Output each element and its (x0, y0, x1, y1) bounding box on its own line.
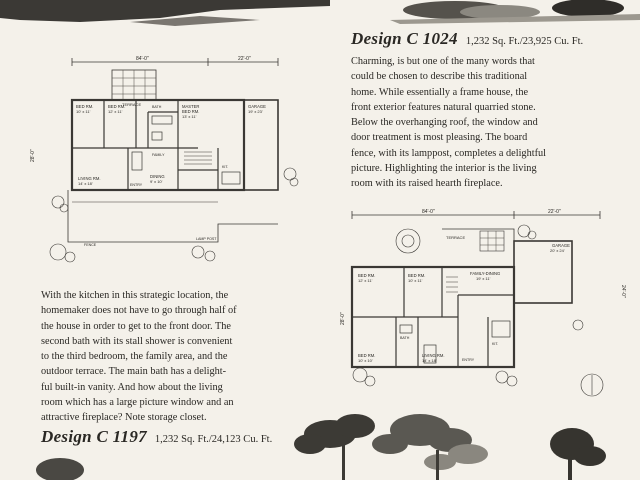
tree-center-left (294, 414, 375, 454)
room-label: ENTRY (130, 183, 143, 187)
room-label: DINING (150, 174, 165, 179)
desc-line: to the third bedroom, the family area, and the (41, 351, 228, 363)
room-size: 12' x 11' (108, 109, 123, 114)
desc-line: fence, with its lamppost, completes a delightful (351, 147, 547, 159)
room-label: BATH (400, 336, 410, 340)
width-dimension: 84'-0" (136, 56, 149, 62)
room-size: 10' x 11' (76, 109, 91, 114)
room-label: ENTRY (462, 358, 475, 362)
design-1197-name: Design C 1197 (41, 427, 147, 446)
room-label: MASTER (182, 104, 200, 109)
room-label: GARAGE (248, 104, 266, 109)
room-label: LIVING RM. (78, 176, 101, 181)
shrub-top-right (552, 0, 624, 17)
desc-line: Below the overhanging roof, the window and (351, 117, 538, 129)
room-label: FAMILY (152, 153, 165, 157)
tree-trunk-2 (342, 440, 345, 480)
lamp-label: LAMP POST (196, 237, 217, 241)
room-label: BATH (152, 105, 162, 109)
desc-line: second bath with its stall shower is convenient (41, 335, 233, 347)
room-size: 9' x 10' (150, 179, 163, 184)
shrubs (353, 225, 603, 396)
design-1024-heading (351, 29, 583, 49)
desc-line: outdoor terrace. The main bath has a delight- (41, 366, 227, 378)
desc-line: homemaker does not have to go through half of (41, 305, 237, 317)
terrace-label: TERRACE (446, 235, 466, 240)
desc-line: room which has a large picture window and an (41, 397, 234, 409)
room-size: 12' x 11' (358, 278, 373, 283)
room-size: 19' x 11' (476, 276, 491, 281)
room-label: BED RM. (108, 104, 126, 109)
room-label: BED RM. (408, 273, 426, 278)
desc-line: the house in order to get to the front door. The (41, 320, 231, 332)
side-dimension-right: 24'-0" (620, 285, 626, 298)
side-dimension-left: 28'-0" (340, 312, 346, 325)
roof-silhouette-left (0, 0, 330, 22)
room-label: LIVING RM. (422, 353, 445, 358)
desc-line: ful built-in vanity. And how about the living (41, 381, 223, 393)
desc-line: With the kitchen in this strategic location, the (41, 290, 229, 301)
interior-walls (352, 267, 514, 367)
kitchen-counter (492, 321, 510, 337)
terrace-paving (480, 231, 504, 251)
tree-bottom-left (36, 458, 84, 480)
room-label: BED RM. (76, 104, 94, 109)
room-label: KIT. (492, 342, 499, 346)
tub (400, 325, 412, 333)
tub (152, 116, 172, 124)
desc-line: door treatment is most pleasing. The board (351, 132, 528, 144)
desc-line: Charming, is but one of the many words that (351, 56, 535, 67)
tree-trunk (436, 450, 439, 480)
design-1024-name: Design C 1024 (351, 29, 458, 48)
stairs (446, 277, 458, 292)
room-size: 13' x 11' (182, 114, 197, 119)
design-1024-stats: 1,232 Sq. Ft./23,925 Cu. Ft. (465, 36, 584, 47)
room-size: 19' x 23' (248, 109, 263, 114)
room-label: BED RM. (182, 109, 200, 114)
floor-plan-1197 (28, 52, 308, 267)
fence-label: FENCE (84, 243, 97, 247)
desc-line: room with its raised hearth fireplace. (351, 178, 503, 190)
desc-line: front exterior features natural quarried stone. (351, 101, 536, 113)
fence-line (68, 190, 278, 242)
stairs (184, 152, 212, 164)
room-label: KIT. (222, 165, 229, 169)
fireplace (132, 152, 142, 170)
desc-line: could be chosen to describe this traditional (351, 71, 528, 83)
room-label: FAMILY-DINING (470, 271, 501, 276)
width-dimension-right: 22'-0" (238, 56, 251, 62)
room-label: GARAGE (552, 243, 570, 248)
room-size: 14' x 18' (78, 181, 93, 186)
terrace-hatch (112, 70, 156, 100)
top-illustration (0, 0, 640, 30)
width-dimension-right: 22'-0" (548, 209, 561, 215)
side-dimension: 28'-0" (30, 149, 36, 162)
bottom-trees (0, 400, 640, 480)
room-label: BED RM. (358, 353, 376, 358)
desc-line: picture. Highlighting the interior is the living (351, 163, 537, 175)
desc-line: attractive fireplace? Note storage closet. (41, 412, 207, 424)
room-size: 10' x 10' (358, 358, 373, 363)
desc-line: home. While essentially a frame house, the (351, 86, 529, 98)
kitchen-counter (222, 172, 240, 184)
room-label: BED RM. (358, 273, 376, 278)
floor-plan-1024 (338, 205, 628, 415)
room-size: 10' x 11' (408, 278, 423, 283)
terrace-label: TERRACE (122, 102, 142, 107)
room-size: 14' x 18' (422, 358, 437, 363)
tree-right (550, 428, 606, 480)
vanity (152, 132, 162, 140)
design-1197-stats: 1,232 Sq. Ft./24,123 Cu. Ft. (154, 434, 273, 445)
terrace-hatch (480, 231, 504, 251)
design-1024-description (351, 54, 583, 192)
room-size: 20' x 24' (550, 248, 565, 253)
width-dimension: 84'-0" (422, 209, 435, 215)
